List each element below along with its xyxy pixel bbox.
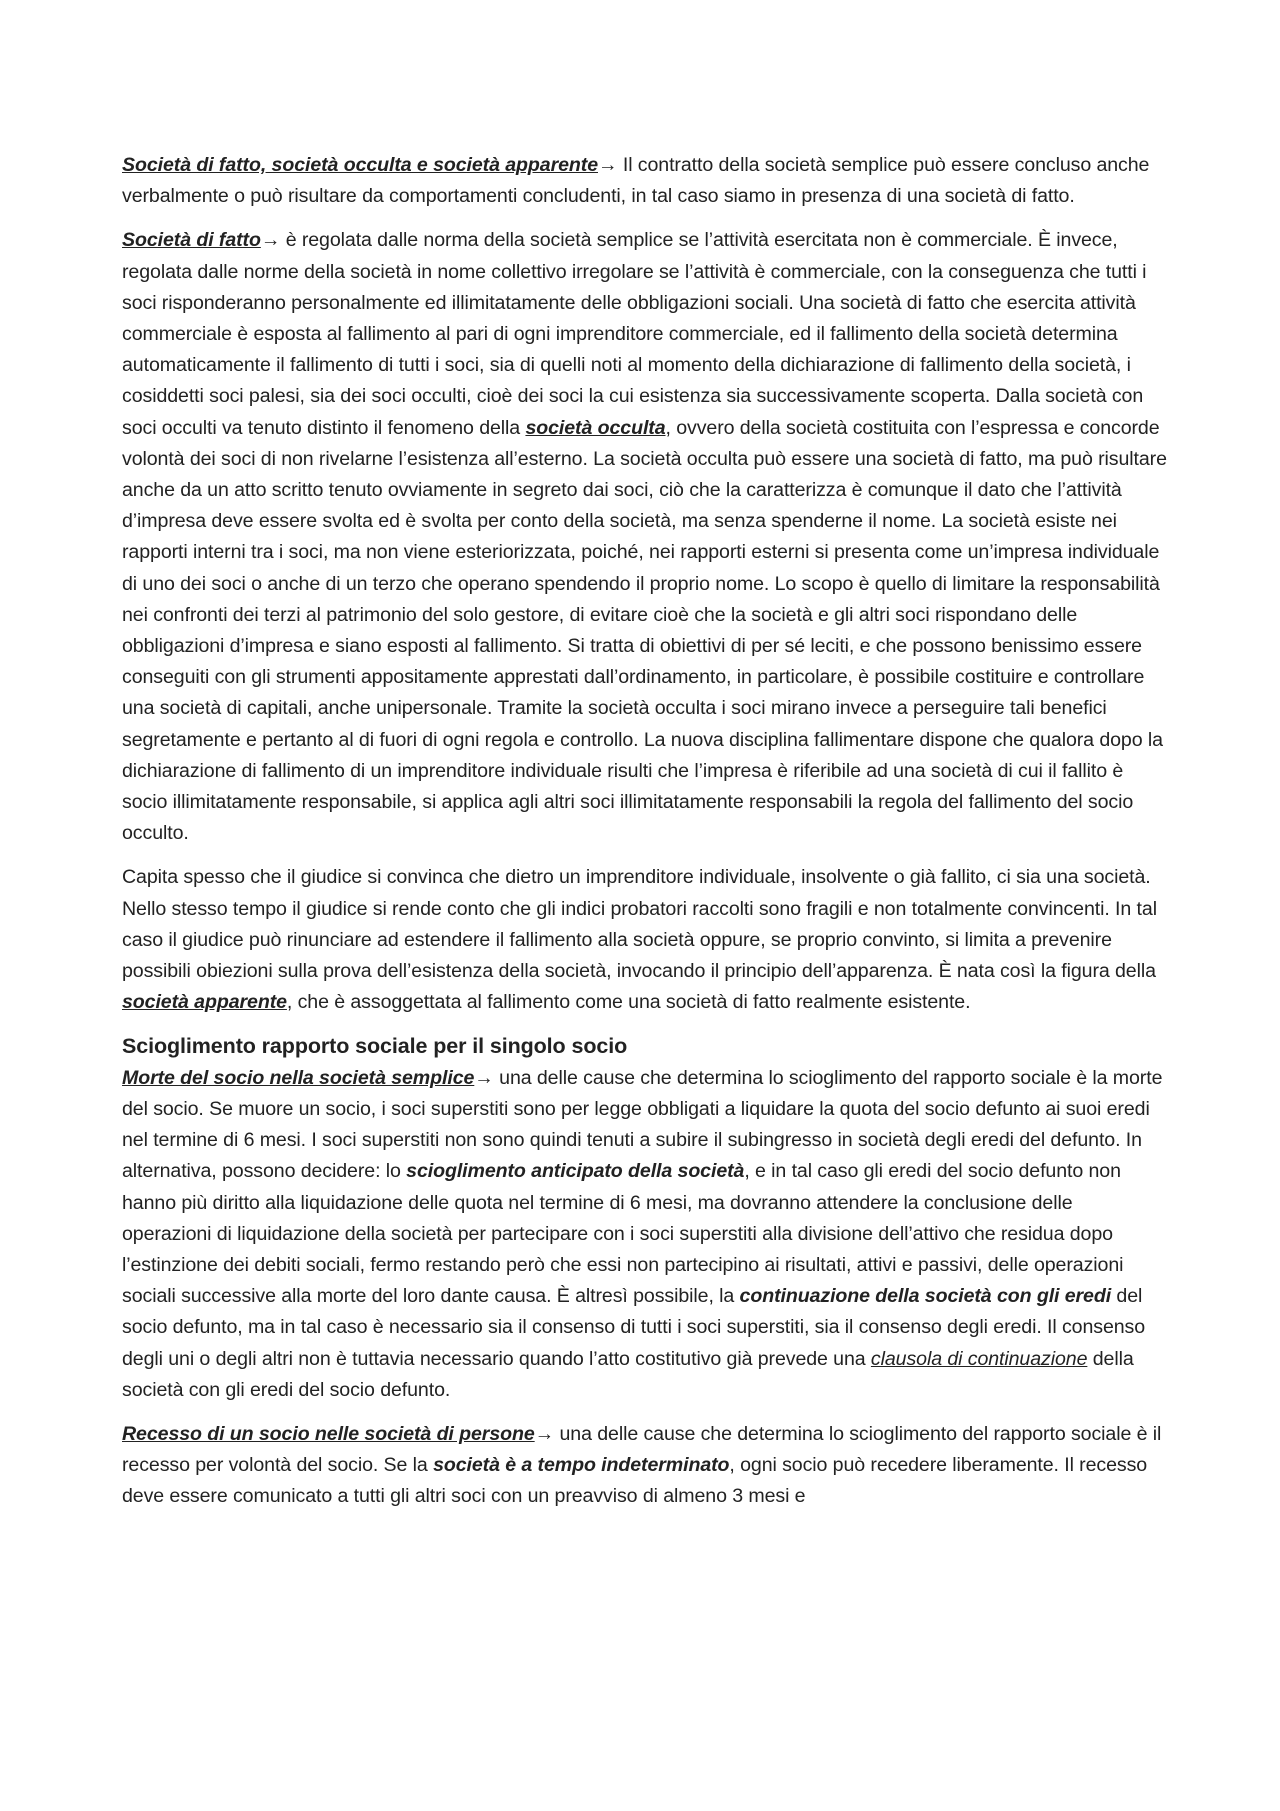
paragraph-text: una delle cause che determina lo scioglimento del rapporto sociale è la morte del socio. Se muore un socio, i soci superstiti sono per legge obbligati a liquidare la quota del socio defunto ai suoi eredi nel termine di 6 mesi. I soci superstiti non sono quindi tenuti a subire il subingresso in società degli eredi del defunto. In alternativa, possono decidere: lo xyxy=(122,1066,1163,1183)
paragraph-text: Il contratto della società semplice può essere concluso anche verbalmente o può risultare da comportamenti concludenti, in tal caso siamo in presenza di una società di fatto. xyxy=(122,154,1150,208)
arrow-right-icon: → xyxy=(260,229,281,252)
paragraph-text: , ovvero della società costituita con l’espressa e concorde volontà dei soci di non rivelarne l’esistenza all’esterno. La società occulta può essere una società di fatto, ma può risultare anche da un atto scritto tenuto ovviamente in segreto dai soci, ciò che la caratterizza è comunque il dato che l’attività d’impresa deve essere svolta ed è svolta per conto della società, ma senza spenderne il nome. La società esiste nei rapporti interni tra i soci, ma non viene esteriorizzata, poiché, nei rapporti esterni si presenta come un’impresa individuale di uno dei soci o anche di un terzo che operano spendendo il proprio nome. Lo scopo è quello di limitare la responsabilità nei confronti dei terzi al patrimonio del solo gestore, di evitare cioè che la società e gli altri soci rispondano delle obbligazioni d’impresa e siano esposti al fallimento. Si tratta di obiettivi di per sé leciti, e che possono benissimo essere conseguiti con gli strumenti appositamente apprestati dall’ordinamento, in particolare, è possibile costituire e controllare una società di capitali, anche unipersonale. Tramite la società occulta i soci mirano invece a perseguire tali benefici segretamente e pertanto al di fuori di ogni regola e controllo. La nuova disciplina fallimentare dispone che qualora dopo la dichiarazione di fallimento di un imprenditore individuale risulti che l’impresa è riferibile ad una società di cui il fallito è socio illimitatamente responsabile, si applica agli altri soci illimitatamente responsabili la regola del fallimento del socio occulto. xyxy=(122,416,1167,845)
paragraph-heading: Società di fatto xyxy=(122,229,261,252)
arrow-right-icon: → xyxy=(534,1422,555,1445)
paragraph-recesso-del-socio xyxy=(122,1419,1167,1513)
paragraph-text: del socio defunto, ma in tal caso è necessario sia il consenso di tutti i soci superstiti, sia il consenso degli eredi. Il consenso degli uni o degli altri non è tuttavia necessario quando l’atto costitutivo già prevede una xyxy=(122,1285,1146,1370)
paragraph-heading: Morte del socio nella società semplice xyxy=(122,1066,475,1089)
paragraph-heading: Società di fatto, società occulta e società apparente xyxy=(122,154,598,176)
term-continuazione-con-eredi: continuazione della società con gli eredi xyxy=(739,1285,1112,1308)
arrow-right-icon: → xyxy=(474,1066,494,1089)
term-clausola-di-continuazione: clausola di continuazione xyxy=(870,1347,1088,1370)
paragraph-text: è regolata dalle norma della società semplice se l’attività esercitata non è commerciale. È invece, regolata dalle norme della società in nome collettivo irregolare se l’attività è commerciale, con la conseguenza che tutti i soci risponderanno personalmente ed illimitatamente delle obbligazioni sociali. Una società di fatto che esercita attività commerciale è esposta al fallimento al pari di ogni imprenditore commerciale, ed il fallimento della società determina automaticamente il fallimento di tutti i soci, sia di quelli noti al momento della dichiarazione di fallimento della società, i cosiddetti soci palesi, sia dei soci occulti, cioè dei soci la cui esistenza sia successivamente scoperta. Dalla società con soci occulti va tenuto distinto il fenomeno della xyxy=(122,229,1147,439)
term-societa-occulta: società occulta xyxy=(525,416,666,439)
paragraph-text: , che è assoggettata al fallimento come una società di fatto realmente esistente. xyxy=(286,991,971,1014)
paragraph-societa-di-fatto xyxy=(122,225,1167,849)
paragraph-societa-di-fatto-intro xyxy=(122,150,1167,212)
paragraph-text: , ogni socio può recedere liberamente. Il recesso deve essere comunicato a tutti gli altri soci con un preavviso di almeno 3 mesi e xyxy=(122,1454,1148,1508)
term-scioglimento-anticipato: scioglimento anticipato della società xyxy=(406,1160,745,1183)
paragraph-text: della società con gli eredi del socio defunto. xyxy=(122,1347,1134,1401)
arrow-right-icon: → xyxy=(598,154,618,176)
document-page xyxy=(122,150,1167,1526)
term-tempo-indeterminato: società è a tempo indeterminato xyxy=(433,1454,730,1477)
paragraph-text: , e in tal caso gli eredi del socio defunto non hanno più diritto alla liquidazione delle quota nel termine di 6 mesi, ma dovranno attendere la conclusione delle operazioni di liquidazione della società per partecipare con i soci superstiti alla divisione dell’attivo che residua dopo l’estinzione dei debiti sociali, fermo restando però che essi non partecipino ai risultati, attivi e passivi, delle operazioni sociali successive alla morte del loro dante causa. È altresì possibile, la xyxy=(122,1160,1124,1308)
term-societa-apparente: società apparente xyxy=(122,991,287,1014)
paragraph-text: Capita spesso che il giudice si convinca che dietro un imprenditore individuale, insolvente o già fallito, ci sia una società. Nello stesso tempo il giudice si rende conto che gli indici probatori raccolti sono fragili e non totalmente convincenti. In tal caso il giudice può rinunciare ad estendere il fallimento alla società oppure, se proprio convinto, si limita a prevenire possibili obiezioni sulla prova dell’esistenza della società, invocando il principio dell’apparenza. È nata così la figura della xyxy=(122,866,1157,983)
paragraph-heading: Recesso di un socio nelle società di persone xyxy=(122,1422,535,1445)
paragraph-text: una delle cause che determina lo scioglimento del rapporto sociale è il recesso per volontà del socio. Se la xyxy=(122,1422,1162,1477)
paragraph-societa-apparente xyxy=(122,862,1167,1018)
section-title: Scioglimento rapporto sociale per il singolo socio xyxy=(122,1034,628,1059)
paragraph-morte-del-socio xyxy=(122,1063,1167,1406)
